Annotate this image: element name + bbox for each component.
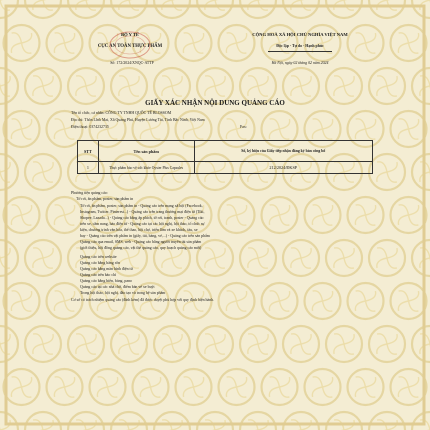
method-line-8: (giới thiệu, hội đồng quảng cáo, vật thể quảng cáo, quy hoạch quảng cáo mới): [80, 246, 202, 250]
table-header-row: [78, 141, 373, 162]
department-name: CỤC AN TOÀN THỰC PHẨM: [97, 44, 163, 49]
company-address: Địa chỉ: Thôn Lĩnh Mai, Xã Quảng Phú, Huyện Lương Tài, Tỉnh Bắc Ninh, Việt Nam: [71, 118, 205, 122]
document-title: GIẤY XÁC NHẬN NỘI DUNG QUẢNG CÁO: [145, 99, 285, 107]
method-line-6: bay - Quảng cáo trên vật phẩm in (giấy, túi, bảng, vé,...) - Quảng cáo trên sản phẩm: [80, 234, 210, 238]
closing-statement: Cơ sở có trách nhiệm quảng cáo (đính kèm) đã được duyệt phù hợp với quy định hiện hành.: [71, 298, 215, 302]
product-table: [77, 140, 373, 174]
method-line-7: Quảng cáo qua email, SMS, web - Quảng cáo bằng người truyền tải sản phẩm: [80, 240, 202, 244]
company-phone: Điện thoại: 0374232735: [71, 125, 109, 129]
ministry-name: BỘ Y TẾ: [121, 32, 139, 37]
methods-title: Phương tiện quảng cáo:: [71, 191, 108, 195]
document-number: Số: 172/2024/XNQC-ATTP: [110, 61, 154, 65]
method-line-5: kiện, chương trình văn hóa, thể thao, hội chợ, triển lãm và xe khách, tàu, xe: [80, 228, 198, 232]
row-stt: 1: [78, 162, 99, 174]
table-row: [78, 162, 373, 174]
official-seal-stamp: [100, 30, 160, 60]
method-line-2: Instagram, Twitter, Pinterest...) - Quảng cáo trên trang thương mại điện tử (Tiki,: [80, 210, 205, 214]
header-product: Tên sản phẩm: [98, 141, 194, 162]
method-line-9: Quảng cáo trên website: [80, 255, 117, 259]
method-line-12: Quảng cáo trên báo chí: [80, 273, 117, 277]
company-name: Tên tổ chức, cá nhân: CÔNG TY TNHH QUỐC TẾ BLOSSOM: [71, 111, 172, 115]
method-line-3: Shopee, Lazada...) - Quảng cáo bằng ấp phích, tờ rơi, tranh, poster - Quảng cáo: [80, 216, 204, 220]
method-line-0: Tờ rơi, ấn phẩm, poster, sản phẩm in: [76, 197, 134, 201]
row-reg-number: 212/2024/ĐKSP: [194, 162, 372, 174]
method-line-11: Quảng cáo bằng màn hình điện tử: [80, 267, 133, 271]
header-reg-number: Số, ký hiệu của Giấy tiếp nhận đăng ký bản công bố: [194, 141, 372, 162]
motto-underline: [268, 51, 332, 52]
company-fax: Fax:: [240, 125, 247, 129]
method-line-14: Quảng cáo tại các nhà chờ, điểm bán vé xe buýt: [80, 285, 155, 289]
date-line: Hà Nội, ngày 02 tháng 02 năm 2024: [271, 61, 329, 65]
method-line-15: Trong hội thảo, hội nghị, đào tạo và trong hệ sản phẩm: [80, 291, 166, 295]
method-line-13: Quảng cáo bằng biển, bảng, pano: [80, 279, 132, 283]
header-stt: STT: [78, 141, 99, 162]
row-product: Thực phẩm bảo vệ sức khỏe Oyster Plus Capsules: [98, 162, 194, 174]
method-line-4: trên xe, cầm nang, bảo điện tử - Quảng cáo tại các hội nghị, hội thảo, tổ chức sự: [80, 222, 205, 226]
method-line-10: Quảng cáo bằng băng rôn: [80, 261, 120, 265]
country-name: CỘNG HOÀ XÃ HỘI CHỦ NGHĨA VIỆT NAM: [252, 32, 348, 37]
method-line-1: Tờ rơi, ấn phẩm, poster, sản phẩm in - Quảng cáo trên mạng xã hội (Facebook,: [80, 204, 203, 208]
national-motto: Độc lập - Tự do - Hạnh phúc: [276, 44, 324, 48]
